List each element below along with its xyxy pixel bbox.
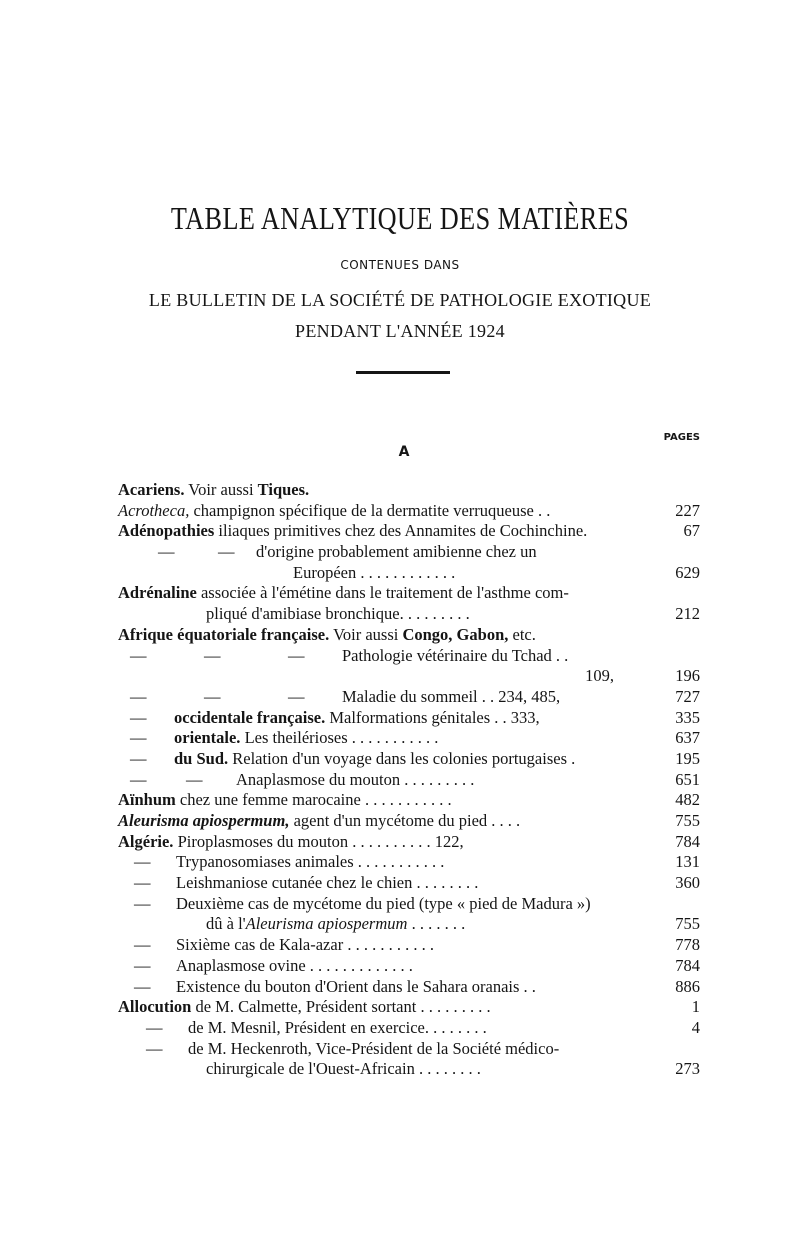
page-number: 727 — [675, 686, 700, 706]
entry-text: pliqué d'amibiase bronchique. . . . . . . . . — [206, 604, 470, 624]
page-number: 651 — [675, 769, 700, 789]
page-number: 109, — [585, 666, 614, 686]
index-entry — [118, 894, 700, 915]
ditto-dash: — — [134, 873, 151, 893]
ditto-dash: — — [130, 707, 147, 727]
entry-text: Européen . . . . . . . . . . . . — [293, 562, 456, 582]
entry-text: de M. Calmette, Président sortant . . . . . . . . . — [191, 997, 491, 1017]
page-number: 195 — [675, 748, 700, 768]
page-number: 196 — [675, 666, 700, 686]
index-entry — [118, 583, 700, 604]
page-number: 629 — [675, 562, 700, 582]
index-entry — [118, 811, 700, 832]
index-entry — [118, 501, 700, 522]
entry-text: iliaques primitives chez des Annamites de Cochinchine. — [214, 521, 588, 541]
entry-term: orientale. — [174, 728, 241, 748]
page-title: TABLE ANALYTIQUE DES MATIÈRES — [170, 200, 630, 236]
ditto-dash: — — [134, 852, 151, 872]
ditto-dash: — — [288, 645, 305, 665]
entry-term: Aïnhum — [118, 790, 176, 810]
entry-term: Congo, Gabon, — [402, 624, 509, 644]
ditto-dash: — — [134, 893, 151, 913]
entry-text: associée à l'émétine dans le traitement de l'asthme com- — [196, 583, 569, 603]
entry-text: Existence du bouton d'Orient dans le Sahara oranais . . — [176, 976, 536, 996]
index-entry — [118, 480, 700, 501]
entry-text: etc. — [508, 624, 536, 644]
section-letter: A — [398, 444, 410, 460]
index-entry — [118, 852, 700, 873]
entry-text: Pathologie vétérinaire du Tchad . . — [342, 645, 569, 665]
entry-text: Sixième cas de Kala-azar . . . . . . . . . . . — [176, 935, 434, 955]
page-number: 784 — [675, 831, 700, 851]
entry-term: du Sud. — [174, 748, 229, 768]
entry-term: Adénopathies — [118, 521, 215, 541]
index-entry — [118, 770, 700, 791]
entry-term: Tiques. — [257, 480, 310, 499]
page-number: 273 — [675, 1059, 700, 1079]
ditto-dash: — — [146, 1017, 163, 1037]
ditto-dash: — — [130, 769, 147, 789]
entry-text: Anaplasmose du mouton . . . . . . . . . — [236, 769, 475, 789]
index-entries — [118, 480, 700, 1080]
index-entry — [118, 1059, 700, 1080]
ditto-dash: — — [218, 542, 235, 562]
page-number: 778 — [675, 935, 700, 955]
entry-text: Deuxième cas de mycétome du pied (type « pied de Madura ») — [176, 893, 591, 913]
index-entry — [118, 914, 700, 935]
index-entry — [118, 542, 700, 563]
ditto-dash: — — [130, 748, 147, 768]
bulletin-name: LE BULLETIN DE LA SOCIÉTÉ DE PATHOLOGIE EXOTIQUE — [148, 290, 652, 310]
entry-text: champignon spécifique de la dermatite verruqueuse . . — [189, 500, 551, 520]
page-number: 131 — [675, 852, 700, 872]
index-entry — [118, 977, 700, 998]
page-number: 482 — [675, 790, 700, 810]
entry-text: Voir aussi — [329, 624, 403, 644]
ditto-dash: — — [186, 769, 203, 789]
entry-term: Aleurisma apiospermum, — [118, 811, 290, 830]
entry-text: Anaplasmose ovine . . . . . . . . . . . . . — [176, 955, 413, 975]
index-entry — [118, 1039, 700, 1060]
page-number: 755 — [675, 914, 700, 934]
page-number: 1 — [691, 997, 700, 1017]
entry-text: agent d'un mycétome du pied . . . . — [289, 811, 521, 830]
ditto-dash: — — [204, 645, 221, 665]
entry-term: Acariens. — [118, 480, 185, 499]
page-number: 784 — [675, 955, 700, 975]
index-entry — [118, 521, 700, 542]
ditto-dash: — — [204, 686, 221, 706]
page-number: 4 — [691, 1017, 700, 1037]
page-number: 335 — [675, 707, 700, 727]
index-entry — [118, 956, 700, 977]
entry-term: Aleurisma apiospermum — [245, 914, 408, 934]
page-number: 67 — [683, 521, 700, 541]
entry-text: Voir aussi — [184, 480, 258, 499]
page-number: 637 — [675, 728, 700, 748]
index-entry — [118, 832, 700, 853]
index-entry — [118, 687, 700, 708]
entry-text: chirurgicale de l'Ouest-Africain . . . . . . . . — [206, 1059, 481, 1079]
index-entry — [118, 563, 700, 584]
entry-term: Afrique équatoriale française. — [118, 624, 330, 644]
page-number: 212 — [675, 604, 700, 624]
index-entry — [118, 790, 700, 811]
ditto-dash: — — [146, 1038, 163, 1058]
ditto-dash: — — [134, 935, 151, 955]
page-number: 886 — [675, 976, 700, 996]
ditto-dash: — — [158, 542, 175, 562]
index-entry — [118, 749, 700, 770]
entry-text: Relation d'un voyage dans les colonies portugaises . — [228, 748, 576, 768]
entry-text: Trypanosomiases animales . . . . . . . . . . . — [176, 852, 445, 872]
ditto-dash: — — [134, 955, 151, 975]
entry-term: Adrénaline — [118, 583, 197, 603]
entry-text: Piroplasmoses du mouton . . . . . . . . . . 122, — [173, 831, 464, 851]
pages-column-header: PAGES — [663, 432, 700, 443]
index-entry — [118, 935, 700, 956]
index-entry — [118, 646, 700, 667]
entry-text: chez une femme marocaine . . . . . . . . . . . — [175, 790, 452, 810]
page-number: 360 — [675, 873, 700, 893]
entry-text: de M. Mesnil, Président en exercice. . . . . . . . — [188, 1017, 487, 1037]
entry-text: dû à l' — [206, 914, 246, 934]
index-entry — [118, 873, 700, 894]
ditto-dash: — — [130, 645, 147, 665]
entry-text: Les theilérioses . . . . . . . . . . . — [240, 728, 439, 748]
entry-text: de M. Heckenroth, Vice-Président de la Société médico- — [188, 1038, 560, 1058]
index-entry — [118, 728, 700, 749]
entry-text: Leishmaniose cutanée chez le chien . . . . . . . . — [176, 873, 479, 893]
entry-term: Algérie. — [118, 831, 174, 851]
index-entry — [118, 997, 700, 1018]
entry-text: Maladie du sommeil . . 234, 485, — [342, 686, 561, 706]
ditto-dash: — — [130, 728, 147, 748]
entry-term: Allocution — [118, 997, 192, 1017]
page-number: 755 — [675, 811, 700, 830]
index-entry — [118, 604, 700, 625]
index-entry — [118, 625, 700, 646]
page-number: 227 — [675, 500, 700, 520]
index-entry — [118, 1018, 700, 1039]
entry-text: . . . . . . . — [407, 914, 466, 934]
entry-text: Malformations génitales . . 333, — [325, 707, 540, 727]
entry-term: Acrotheca, — [118, 500, 190, 520]
year-line: PENDANT L'ANNÉE 1924 — [295, 321, 505, 341]
entry-term: occidentale française. — [174, 707, 326, 727]
index-entry — [118, 708, 700, 729]
index-entry — [118, 666, 700, 687]
entry-text: d'origine probablement amibienne chez un — [256, 542, 537, 562]
divider-rule — [356, 371, 450, 374]
subtitle: CONTENUES DANS — [340, 258, 460, 272]
ditto-dash: — — [130, 686, 147, 706]
ditto-dash: — — [134, 976, 151, 996]
ditto-dash: — — [288, 686, 305, 706]
